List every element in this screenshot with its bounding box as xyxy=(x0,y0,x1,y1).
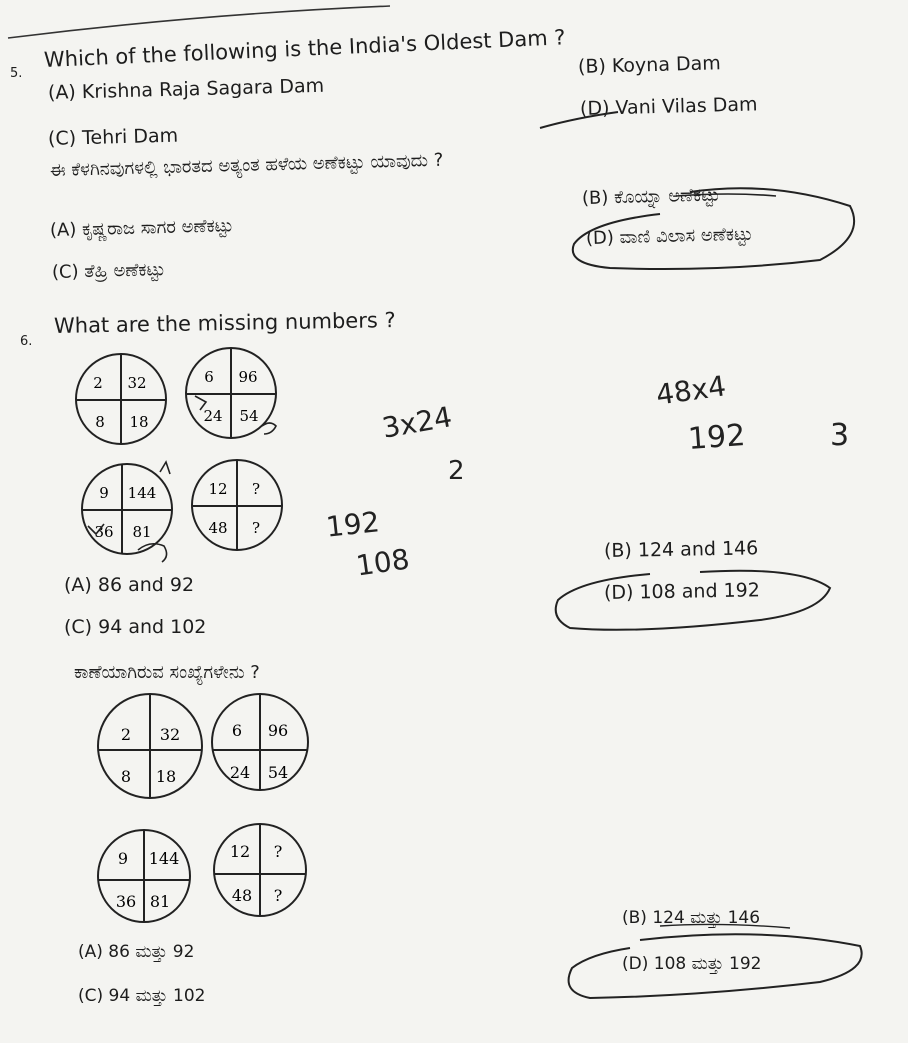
kn-circle-2-top-right: 96 xyxy=(267,721,289,740)
q6-kn-option-d: (D) 108 ಮತ್ತು 192 xyxy=(622,954,762,974)
circle-diagram-4 xyxy=(190,458,290,558)
circle-4-top-right: ? xyxy=(251,480,261,498)
q6-kn-option-b: (B) 124 ಮತ್ತು 146 xyxy=(622,908,761,928)
handwritten-note-3: 48x4 xyxy=(654,369,728,412)
q5-option-d xyxy=(580,93,758,120)
handwritten-note-6: 192 xyxy=(324,505,382,544)
circle-3-top-right: 144 xyxy=(127,484,157,502)
kn-circle-diagram-3 xyxy=(96,822,206,932)
q5-kn-option-c: (C) ತೆಹ್ರಿ ಅಣೆಕಟ್ಟು xyxy=(51,259,166,283)
handwritten-note-1: 3x24 xyxy=(379,400,455,445)
circle-4-top-left: 12 xyxy=(208,480,228,498)
q6-option-d: (D) 108 and 192 xyxy=(603,579,761,604)
circle-diagram-3 xyxy=(80,462,180,562)
circle-2-top-right: 96 xyxy=(238,368,258,386)
q6-kn-question: ಕಾಣೆಯಾಗಿರುವ ಸಂಖ್ಯೆಗಳೇನು ? xyxy=(74,662,260,683)
kn-circle-4-top-left: 12 xyxy=(229,842,251,861)
q6-option-c: (C) 94 and 102 xyxy=(64,616,207,638)
circle-3-bottom-left: 36 xyxy=(94,523,114,541)
kn-circle-4-bottom-right: ? xyxy=(273,886,283,905)
kn-circle-4-bottom-left: 48 xyxy=(231,886,253,905)
kn-circle-3-bottom-right: 81 xyxy=(149,892,171,911)
kn-circle-1-top-right: 32 xyxy=(159,725,181,744)
q5-option-c: (C) Tehri Dam xyxy=(47,124,179,150)
kn-circle-3-top-left: 9 xyxy=(117,849,129,868)
q5-kn-question: ಈ ಕೆಳಗಿನವುಗಳಲ್ಲಿ ಭಾರತದ ಅತ್ಯಂತ ಹಳೆಯ ಅಣೆಕಟ್ಟು ಯಾವುದು ? xyxy=(49,149,444,181)
handwritten-note-5: 3 xyxy=(830,418,850,453)
circle-1-bottom-right: 18 xyxy=(129,413,149,431)
kn-circle-2-top-left: 6 xyxy=(231,721,243,740)
q5-kn-option-d: (D) ವಾಣಿ ವಿಲಾಸ ಅಣೆಕಟ್ಟು xyxy=(585,223,753,249)
handwritten-note-7: 108 xyxy=(353,542,412,583)
circle-1-top-left: 2 xyxy=(93,374,103,392)
kn-circle-diagram-4 xyxy=(212,814,322,924)
circle-diagram-2 xyxy=(184,346,284,446)
kn-circle-diagram-1 xyxy=(96,692,206,802)
circle-1-bottom-left: 8 xyxy=(95,413,105,431)
circle-3-bottom-right: 81 xyxy=(132,523,152,541)
q5-option-b: (B) Koyna Dam xyxy=(577,52,722,78)
kn-circle-diagram-2 xyxy=(210,688,320,798)
circle-4-bottom-right: ? xyxy=(251,519,261,537)
circle-3-top-left: 9 xyxy=(99,484,109,502)
circle-1-top-right: 32 xyxy=(127,374,147,392)
q5-kn-option-b: (B) ಕೊಯ್ನಾ ಅಣೆಕಟ್ಟು xyxy=(581,184,721,209)
q5-kn-option-a: (A) ಕೃಷ್ಣರಾಜ ಸಾಗರ ಅಣೆಕಟ್ಟು xyxy=(49,215,234,241)
circle-2-top-left: 6 xyxy=(204,368,214,386)
q5-option-a: (A) Krishna Raja Sagara Dam xyxy=(47,74,325,104)
q5-option-d-marker: (D) xyxy=(579,97,610,120)
circle-2-bottom-left: 24 xyxy=(203,407,223,425)
q6-option-b: (B) 124 and 146 xyxy=(603,537,759,562)
q5-question: Which of the following is the India's Oldest Dam ? xyxy=(43,25,566,72)
kn-circle-2-bottom-right: 54 xyxy=(267,763,289,782)
kn-circle-1-top-left: 2 xyxy=(120,725,132,744)
q6-option-a: (A) 86 and 92 xyxy=(64,574,195,596)
q6-number: 6. xyxy=(20,334,33,349)
circle-diagram-1 xyxy=(74,352,174,452)
q5-number: 5. xyxy=(10,66,23,81)
kn-circle-4-top-right: ? xyxy=(273,842,283,861)
kn-circle-1-bottom-right: 18 xyxy=(155,767,177,786)
kn-circle-3-bottom-left: 36 xyxy=(115,892,137,911)
handwritten-note-4: 192 xyxy=(686,418,747,457)
kn-circle-1-bottom-left: 8 xyxy=(120,767,132,786)
circle-2-bottom-right: 54 xyxy=(239,407,259,425)
kn-circle-2-bottom-left: 24 xyxy=(229,763,251,782)
circle-4-bottom-left: 48 xyxy=(208,519,228,537)
handwritten-note-2: 2 xyxy=(448,456,465,486)
kn-circle-3-top-right: 144 xyxy=(148,849,180,868)
q6-question: What are the missing numbers ? xyxy=(53,308,396,338)
q5-option-d-text: Vani Vilas Dam xyxy=(615,93,758,120)
q6-kn-option-c: (C) 94 ಮತ್ತು 102 xyxy=(78,986,206,1006)
q6-kn-option-a: (A) 86 ಮತ್ತು 92 xyxy=(78,942,195,962)
